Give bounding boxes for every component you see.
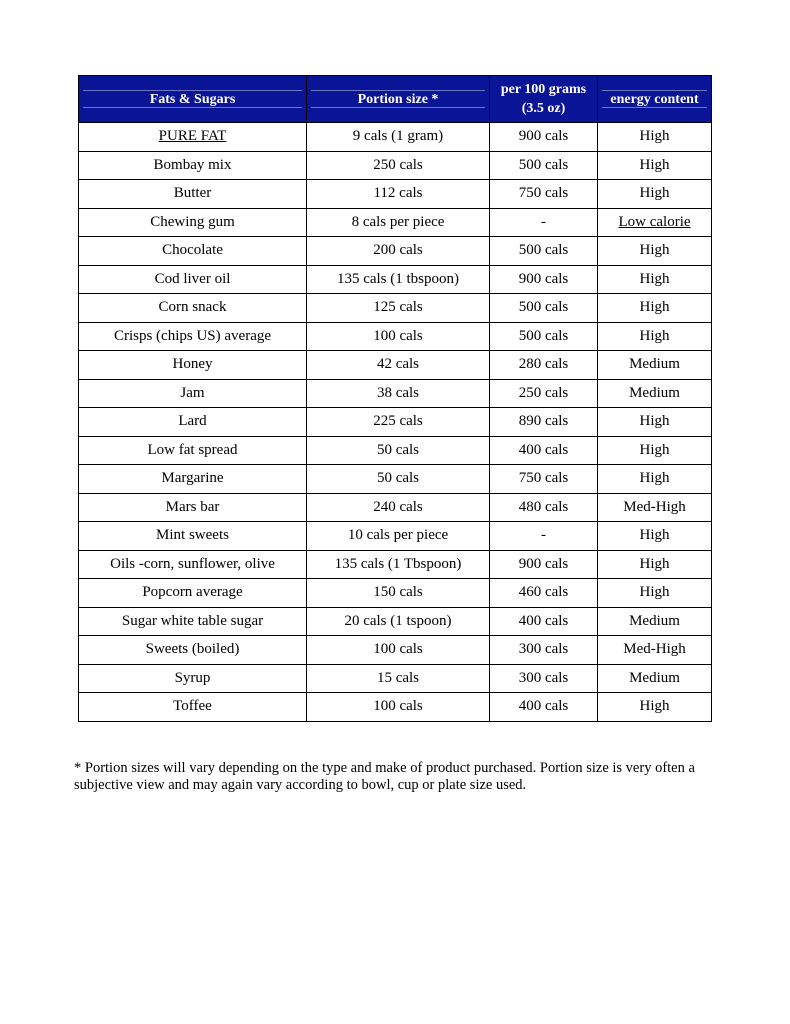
portion-size-cell: 250 cals	[307, 151, 490, 180]
food-item-cell: Margarine	[79, 465, 307, 494]
portion-size-cell: 240 cals	[307, 493, 490, 522]
energy-content-cell: High	[598, 265, 712, 294]
table-row	[79, 550, 712, 579]
table-row	[79, 294, 712, 323]
food-item-cell: Bombay mix	[79, 151, 307, 180]
food-item-cell: Oils -corn, sunflower, olive	[79, 550, 307, 579]
per-100-grams-cell: 900 cals	[490, 265, 598, 294]
table-row	[79, 265, 712, 294]
energy-content-cell: High	[598, 465, 712, 494]
table-row	[79, 322, 712, 351]
energy-content-cell: High	[598, 408, 712, 437]
food-item-cell: Syrup	[79, 664, 307, 693]
food-item-cell: Lard	[79, 408, 307, 437]
food-item-cell: Popcorn average	[79, 579, 307, 608]
energy-content-cell: Medium	[598, 351, 712, 380]
portion-size-cell: 135 cals (1 tbspoon)	[307, 265, 490, 294]
food-item-cell: PURE FAT	[79, 123, 307, 152]
header-label: Fats & Sugars	[149, 91, 236, 107]
per-100-grams-cell: 280 cals	[490, 351, 598, 380]
header-fats-sugars	[79, 76, 307, 123]
portion-size-cell: 100 cals	[307, 636, 490, 665]
food-item-cell: Corn snack	[79, 294, 307, 323]
portion-size-cell: 50 cals	[307, 465, 490, 494]
header-energy-content	[598, 76, 712, 123]
table-row	[79, 465, 712, 494]
portion-size-cell: 10 cals per piece	[307, 522, 490, 551]
per-100-grams-cell: 900 cals	[490, 123, 598, 152]
food-item-cell: Toffee	[79, 693, 307, 722]
portion-size-cell: 15 cals	[307, 664, 490, 693]
food-item-cell: Mars bar	[79, 493, 307, 522]
per-100-grams-cell: 500 cals	[490, 151, 598, 180]
energy-content-cell: Medium	[598, 607, 712, 636]
table-row	[79, 493, 712, 522]
food-item-cell: Sugar white table sugar	[79, 607, 307, 636]
portion-size-cell: 150 cals	[307, 579, 490, 608]
per-100-grams-cell: 300 cals	[490, 636, 598, 665]
header-label: energy content	[610, 91, 699, 107]
header-per-100-grams	[490, 76, 598, 123]
portion-size-cell: 42 cals	[307, 351, 490, 380]
food-item-cell: Low fat spread	[79, 436, 307, 465]
energy-content-cell: High	[598, 322, 712, 351]
table-row	[79, 351, 712, 380]
per-100-grams-cell: 480 cals	[490, 493, 598, 522]
energy-content-cell: Medium	[598, 379, 712, 408]
portion-size-cell: 20 cals (1 tspoon)	[307, 607, 490, 636]
table-row	[79, 664, 712, 693]
table-header-row	[79, 76, 712, 123]
energy-content-cell: High	[598, 237, 712, 266]
table-row	[79, 636, 712, 665]
portion-size-cell: 135 cals (1 Tbspoon)	[307, 550, 490, 579]
table-row	[79, 180, 712, 209]
per-100-grams-cell: 890 cals	[490, 408, 598, 437]
calorie-table-container	[78, 75, 711, 722]
table-row	[79, 436, 712, 465]
portion-size-cell: 225 cals	[307, 408, 490, 437]
food-item-cell: Crisps (chips US) average	[79, 322, 307, 351]
food-item-cell: Chewing gum	[79, 208, 307, 237]
table-row	[79, 693, 712, 722]
footnote: * Portion sizes will vary depending on the type and make of product purchased. Portion size is very often a subjective view and may again vary according to bowl, cup or plate size used.	[74, 760, 695, 793]
table-row	[79, 522, 712, 551]
per-100-grams-cell: -	[490, 208, 598, 237]
food-item-cell: Mint sweets	[79, 522, 307, 551]
energy-content-cell: Medium	[598, 664, 712, 693]
food-item-cell: Honey	[79, 351, 307, 380]
energy-content-cell: Low calorie	[598, 208, 712, 237]
portion-size-cell: 100 cals	[307, 322, 490, 351]
table-row	[79, 579, 712, 608]
per-100-grams-cell: 900 cals	[490, 550, 598, 579]
portion-size-cell: 8 cals per piece	[307, 208, 490, 237]
food-item-cell: Cod liver oil	[79, 265, 307, 294]
energy-content-cell: High	[598, 294, 712, 323]
per-100-grams-cell: 300 cals	[490, 664, 598, 693]
energy-content-cell: Med-High	[598, 493, 712, 522]
per-100-grams-cell: 750 cals	[490, 180, 598, 209]
energy-content-cell: High	[598, 579, 712, 608]
food-item-cell: Chocolate	[79, 237, 307, 266]
table-row	[79, 408, 712, 437]
per-100-grams-cell: 400 cals	[490, 436, 598, 465]
portion-size-cell: 100 cals	[307, 693, 490, 722]
food-item-cell: Butter	[79, 180, 307, 209]
energy-content-cell: High	[598, 151, 712, 180]
food-item-cell: Jam	[79, 379, 307, 408]
portion-size-cell: 38 cals	[307, 379, 490, 408]
per-100-grams-cell: 750 cals	[490, 465, 598, 494]
calorie-table	[78, 75, 712, 722]
portion-size-cell: 112 cals	[307, 180, 490, 209]
header-label: Portion size *	[357, 91, 439, 107]
energy-content-cell: High	[598, 436, 712, 465]
table-row	[79, 151, 712, 180]
per-100-grams-cell: 400 cals	[490, 693, 598, 722]
energy-content-cell: High	[598, 550, 712, 579]
table-row	[79, 607, 712, 636]
energy-content-cell: High	[598, 693, 712, 722]
food-item-cell: Sweets (boiled)	[79, 636, 307, 665]
energy-content-cell: High	[598, 180, 712, 209]
table-body	[79, 123, 712, 722]
portion-size-cell: 9 cals (1 gram)	[307, 123, 490, 152]
table-row	[79, 208, 712, 237]
energy-content-cell: High	[598, 522, 712, 551]
table-row	[79, 379, 712, 408]
energy-content-cell: Med-High	[598, 636, 712, 665]
header-label: per 100 grams (3.5 oz)	[500, 82, 587, 116]
portion-size-cell: 125 cals	[307, 294, 490, 323]
portion-size-cell: 50 cals	[307, 436, 490, 465]
per-100-grams-cell: 500 cals	[490, 237, 598, 266]
portion-size-cell: 200 cals	[307, 237, 490, 266]
per-100-grams-cell: 500 cals	[490, 322, 598, 351]
per-100-grams-cell: 500 cals	[490, 294, 598, 323]
per-100-grams-cell: 250 cals	[490, 379, 598, 408]
table-row	[79, 237, 712, 266]
energy-content-cell: High	[598, 123, 712, 152]
per-100-grams-cell: 400 cals	[490, 607, 598, 636]
table-row	[79, 123, 712, 152]
per-100-grams-cell: 460 cals	[490, 579, 598, 608]
per-100-grams-cell: -	[490, 522, 598, 551]
header-portion-size	[307, 76, 490, 123]
